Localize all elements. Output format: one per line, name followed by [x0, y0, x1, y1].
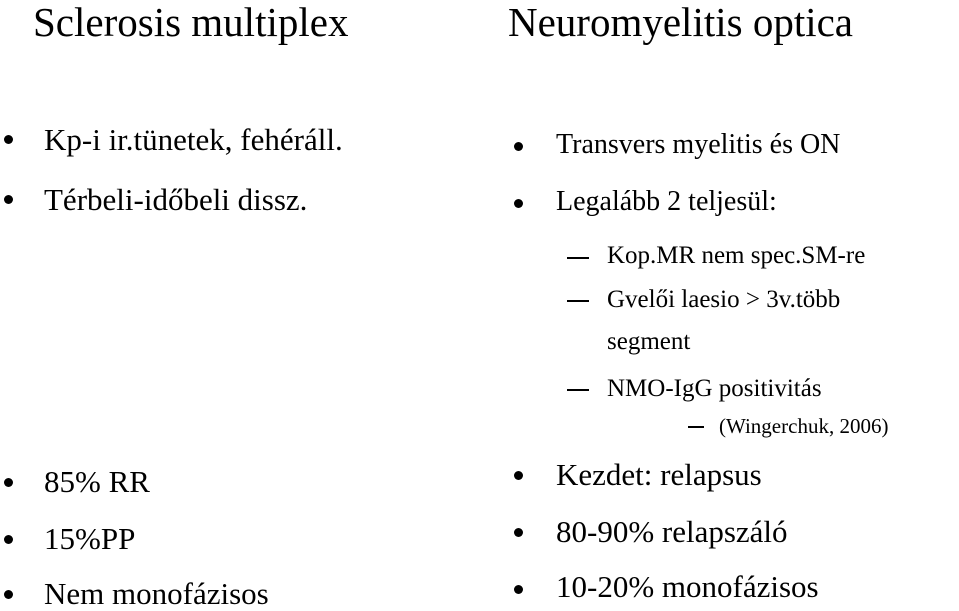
bullet-icon: [4, 135, 13, 144]
right-bullet-2: Legalább 2 teljesül:: [556, 186, 777, 217]
bullet-icon: [4, 590, 13, 599]
left-bullet-2: Térbeli-időbeli dissz.: [44, 182, 308, 217]
dash-icon: [567, 300, 589, 302]
dash-icon: [688, 426, 704, 428]
right-bullet-5: 10-20% monofázisos: [556, 569, 819, 604]
bullet-icon: [514, 142, 523, 151]
left-bullet-5: Nem monofázisos: [44, 576, 269, 611]
left-bullet-3: 85% RR: [44, 464, 150, 499]
bullet-icon: [514, 471, 523, 480]
left-bullet-4: 15%PP: [44, 521, 136, 556]
left-bullet-1: Kp-i ir.tünetek, fehéráll.: [44, 122, 343, 157]
bullet-icon: [4, 535, 13, 544]
right-bullet-1: Transvers myelitis és ON: [556, 129, 841, 160]
bullet-icon: [514, 528, 523, 537]
right-sub-sub-item-1: (Wingerchuk, 2006): [719, 414, 889, 438]
dash-icon: [567, 389, 589, 391]
bullet-icon: [514, 585, 523, 594]
left-title: Sclerosis multiplex: [33, 0, 349, 45]
bullet-icon: [4, 195, 13, 204]
right-sub-item-1: Kop.MR nem spec.SM-re: [607, 242, 866, 269]
right-title: Neuromyelitis optica: [508, 0, 853, 45]
right-sub-item-2-cont: segment: [607, 328, 691, 355]
right-bullet-4: 80-90% relapszáló: [556, 514, 788, 549]
right-bullet-3: Kezdet: relapsus: [556, 457, 762, 492]
right-sub-item-2: Gvelői laesio > 3v.több: [607, 286, 841, 313]
bullet-icon: [514, 199, 523, 208]
dash-icon: [567, 257, 589, 259]
bullet-icon: [4, 478, 13, 487]
right-sub-item-3: NMO-IgG positivitás: [607, 375, 822, 402]
